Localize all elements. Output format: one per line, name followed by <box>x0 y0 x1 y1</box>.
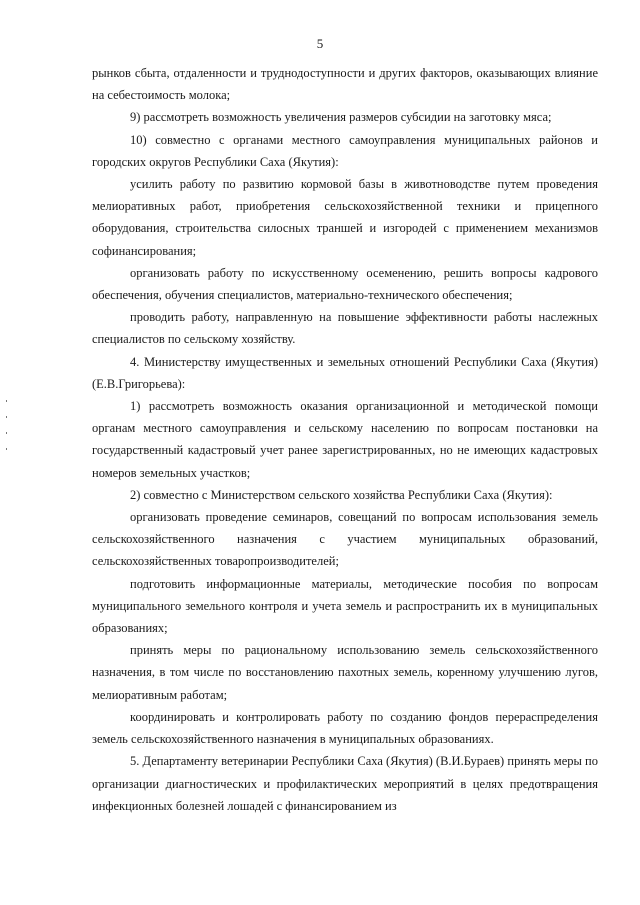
paragraph: подготовить информационные материалы, методические пособия по вопросам муниципального земельного контроля и учета земель и распространить их в муниципальных образованиях; <box>92 576 598 636</box>
paragraph: 10) совместно с органами местного самоуправления муниципальных районов и городских округов Республики Саха (Якутия): <box>92 132 598 169</box>
paragraph: 4. Министерству имущественных и земельных отношений Республики Саха (Якутия) (Е.В.Григорьева): <box>92 354 598 391</box>
paragraph: координировать и контролировать работу по созданию фондов перераспределения земель сельскохозяйственного назначения в муниципальных образованиях. <box>92 709 598 747</box>
paragraph: 9) рассмотреть возможность увеличения размеров субсидии на заготовку мяса; <box>130 110 552 125</box>
paragraph: организовать работу по искусственному осеменению, решить вопросы кадрового обеспечения, обучения специалистов, материально-технического обеспечения; <box>92 265 598 303</box>
paragraph: 2) совместно с Министерством сельского хозяйства Республики Саха (Якутия): <box>130 487 553 502</box>
page-number: 5 <box>316 36 324 51</box>
paragraph: принять меры по рациональному использованию земель сельскохозяйственного назначения, в том числе по восстановлению пахотных земель, коренному улучшению лугов, мелиоративным работам; <box>92 643 598 702</box>
paragraph: проводить работу, направленную на повышение эффективности работы наслежных специалистов по сельскому хозяйству. <box>92 310 598 347</box>
paragraph: организовать проведение семинаров, совещаний по вопросам использования земель сельскохозяйственного назначения с участием муниципальных образований, сельскохозяйственных товаропроизводителей; <box>92 510 598 569</box>
paragraph: 5. Департаменту ветеринарии Республики Саха (Якутия) (В.И.Бураев) принять меры по организации диагностических и профилактических мероприятий в целях предотвращения инфекционных болезней лошадей с финансированием из <box>92 754 598 813</box>
paragraph: рынков сбыта, отдаленности и труднодоступности и других факторов, оказывающих влияние на себестоимость молока; <box>92 66 598 103</box>
document-body <box>92 62 598 817</box>
margin-scan-marks <box>6 400 9 460</box>
paragraph: 1) рассмотреть возможность оказания организационной и методической помощи органам местного самоуправления и сельскому населению по вопросам постановки на государственный кадастровый учет ранее зарегистрированных, но не имеющих кадастровых номеров земельных участков; <box>92 399 598 480</box>
paragraph: усилить работу по развитию кормовой базы в животноводстве путем проведения мелиоративных работ, приобретения сельскохозяйственной техники и прицепного оборудования, строительства силосных траншей и изгородей с применением механизмов софинансирования; <box>92 177 598 258</box>
